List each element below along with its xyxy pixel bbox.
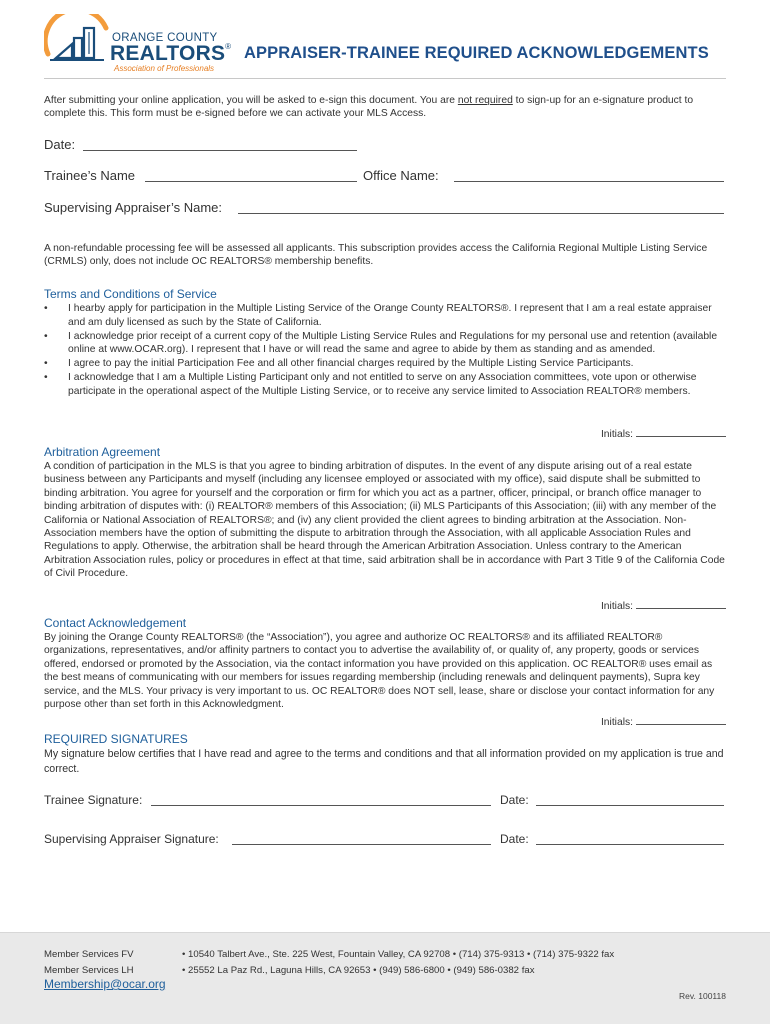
supervisor-signature-input-line[interactable] (232, 844, 491, 845)
terms-initials-input-line[interactable] (636, 428, 726, 437)
revision-number: Rev. 100118 (679, 991, 726, 1001)
trainee-date-label: Date: (500, 793, 529, 807)
terms-item: • I agree to pay the initial Participation Fee and all other financial charges required by the Multiple Listing Service Participants. (44, 358, 634, 370)
date-label: Date: (44, 137, 76, 152)
page-title: APPRAISER-TRAINEE REQUIRED ACKNOWLEDGEMENTS (244, 44, 709, 62)
supervisor-date-input-line[interactable] (536, 844, 724, 845)
supervising-name-input-line[interactable] (238, 213, 724, 214)
bullet-icon: • (44, 358, 48, 370)
trainee-name-label: Trainee’s Name (44, 168, 136, 183)
logo-registered-mark: ® (225, 42, 232, 51)
contact-paragraph: By joining the Orange County REALTORS® (the “Association”), you agree and authorize OC REALTORS® and its affiliated REALTOR® organizations, representatives, and/or affinity partners to contact you to advertise the availability of, or quality of, any property, goods or services offered, endorsed or promoted by the Association, via the contact information you have provided on this application. OC REALTOR® uses email as the best means of communicating with our members for issues regarding membership (including renewals and delinquent payments), Supra key service, and the MLS. Your privacy is very important to us. OC REALTOR® does NOT sell, lease, share or disclose your contact information for any purpose other than set forth in this Acknowledgment. (44, 632, 715, 711)
intro-paragraph: After submitting your online application, you will be asked to e-sign this document. You are not required to sign-up for an e-signature product to complete this. This form must be e-signed before we can activate your MLS Access. (44, 95, 694, 120)
logo-tagline: Association of Professionals (114, 64, 215, 73)
not-required-emphasis: not required (457, 95, 513, 106)
office-name-label: Office Name: (363, 168, 439, 183)
footer-office-lh: Member Services LH (44, 965, 134, 976)
contact-initials-input-line[interactable] (636, 716, 726, 725)
header-divider (44, 78, 726, 79)
supervisor-signature-label: Supervising Appraiser Signature: (44, 832, 219, 846)
footer-office-fv: Member Services FV (44, 949, 134, 960)
footer-address-lh: • 25552 La Paz Rd., Laguna Hills, CA 92653 • (949) 586-6800 • (949) 586-0382 fax (182, 965, 535, 976)
contact-heading: Contact Acknowledgement (44, 616, 187, 630)
supervising-name-label: Supervising Appraiser’s Name: (44, 200, 222, 215)
arbitration-heading: Arbitration Agreement (44, 445, 161, 459)
arbitration-initials-input-line[interactable] (636, 600, 726, 609)
supervisor-date-label: Date: (500, 832, 529, 846)
trainee-name-input-line[interactable] (145, 181, 357, 182)
trainee-signature-input-line[interactable] (151, 805, 491, 806)
building-logo-icon (44, 14, 114, 74)
bullet-icon: • (44, 371, 48, 383)
arbitration-initials: Initials: (601, 600, 726, 612)
office-name-input-line[interactable] (454, 181, 724, 182)
terms-list (44, 302, 726, 399)
page-footer (0, 932, 770, 1024)
terms-item: • I acknowledge prior receipt of a current copy of the Multiple Listing Service Rules and Regulations for my personal use and retention (available online at www.OCAR.org). I represent that I have or will read the same and agree to abide by them as standing and as amended. (44, 330, 718, 356)
date-input-line[interactable] (83, 150, 357, 151)
arbitration-paragraph: A condition of participation in the MLS is that you agree to binding arbitration of disputes. In the event of any dispute arising out of a real estate business between any Participants and myself (including any licensee employed or associated with my office), said dispute shall be submitted to binding arbitration. You agree for yourself and the corporation or firm for which you act as a partner, officer, principal, or branch office manager to binding arbitration of disputes with: (i) REALTOR® members of this Association; (ii) MLS Participants of this Association; (iii) with any member of the California or National Association of REALTORS®; and (iv) any client provided the client agrees to binding arbitration at the Association. Non-Association members have the option of submitting the dispute to arbitration through the Association, with all applicable Association Rules and Regulations to apply. Otherwise, the arbitration shall be heard through the American Arbitration Association. Unless contrary to the American Arbitration Association rules, policy or procedures in effect at that time, said arbitration shall be in accordance with Part 3 Title 9 of the California Code of Civil Procedure. (44, 461, 725, 580)
page-header (44, 14, 726, 78)
membership-email-link[interactable]: Membership@ocar.org (44, 977, 166, 991)
bullet-icon: • (44, 303, 48, 314)
terms-heading: Terms and Conditions of Service (44, 287, 217, 301)
ocr-logo (44, 14, 244, 74)
bullet-icon: • (44, 330, 48, 342)
signatures-heading: REQUIRED SIGNATURES (44, 732, 188, 746)
footer-address-fv: • 10540 Talbert Ave., Ste. 225 West, Fountain Valley, CA 92708 • (714) 375-9313 • (714) 375-9322 fax (182, 949, 615, 960)
fee-notice: A non-refundable processing fee will be assessed all applicants. This subscription provides access the California Regional Multiple Listing Service (CRMLS) only, does not include OC REALTORS® membership benefits. (44, 243, 708, 268)
terms-item: • I hearby apply for participation in the Multiple Listing Service of the Orange County REALTORS®. I represent that I am a real estate appraiser and am duly licensed as such by the State of California. (44, 303, 712, 328)
logo-text-realtors: REALTORS® (110, 42, 232, 65)
terms-initials: Initials: (601, 428, 726, 440)
terms-item: • I acknowledge that I am a Multiple Listing Participant only and not entitled to serve on any Association committees, vote upon or otherwise participate in the operational aspect of the Multiple Listing Service, or to receive any service limited to Association REALTOR® members. (44, 371, 697, 397)
contact-initials: Initials: (601, 716, 726, 728)
trainee-signature-label: Trainee Signature: (44, 793, 143, 807)
signatures-certification: My signature below certifies that I have read and agree to the terms and conditions and that all information provided on my application is true and correct. (44, 748, 724, 775)
logo-text-county: ORANGE COUNTY (112, 32, 218, 44)
trainee-date-input-line[interactable] (536, 805, 724, 806)
